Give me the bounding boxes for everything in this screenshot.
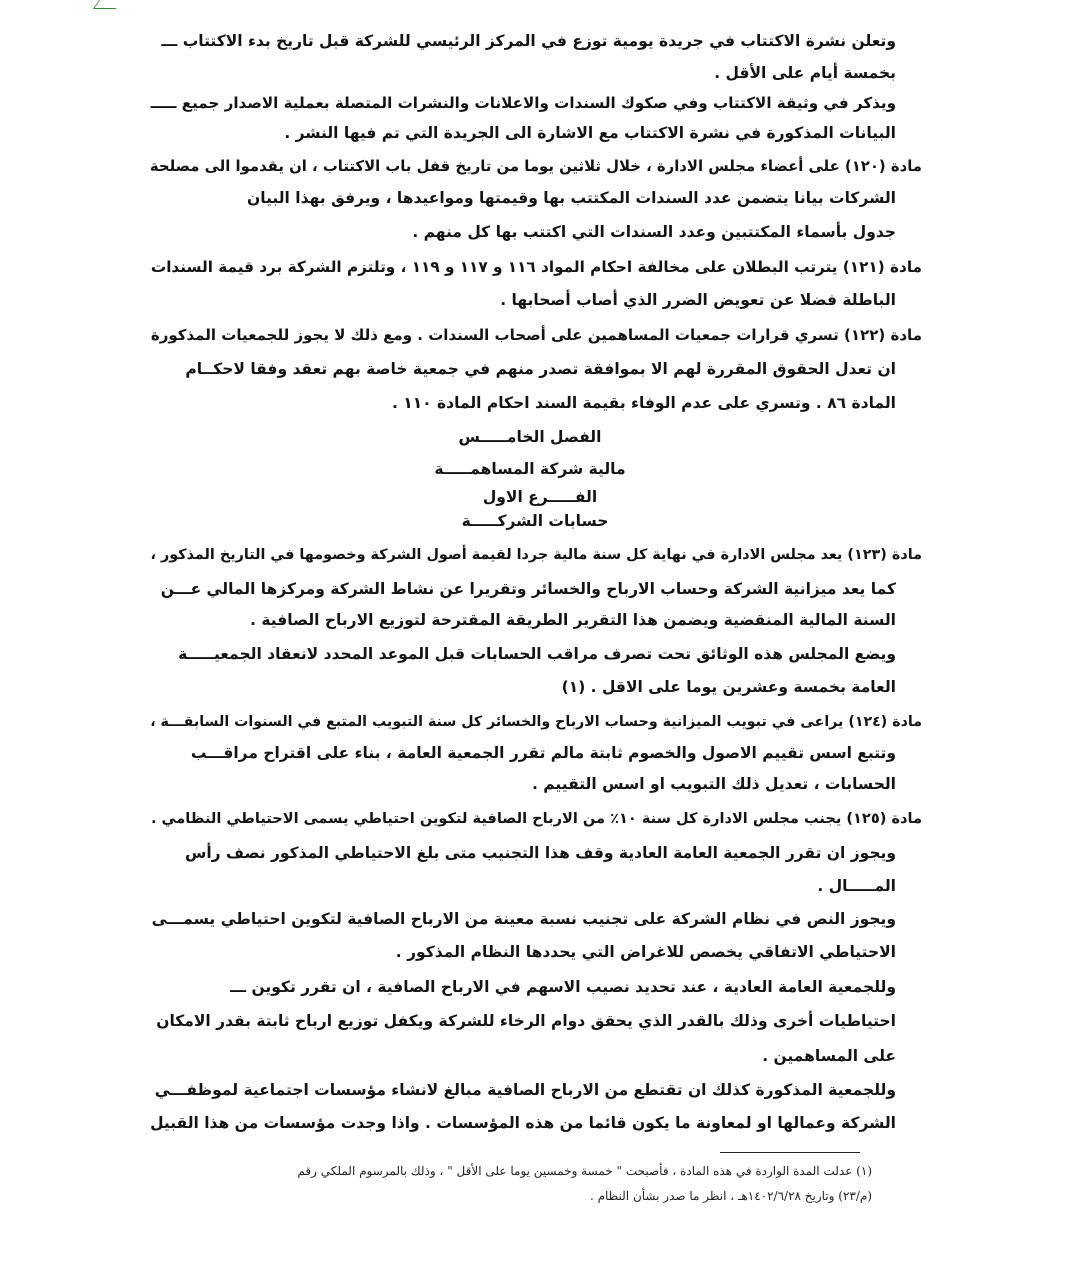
article-122-line: مادة (١٢٢) تسري قرارات جمعيات المساهمين على أصحاب السندات . ومع ذلك لا يجوز للجمعيات المذكورة xyxy=(150,326,922,344)
text-line: احتياطيات أخرى وذلك بالقدر الذي يحقق دوام الرخاء للشركة ويكفل توزيع ارباح ثابتة بقدر الامكان xyxy=(156,1012,896,1030)
text-line: وللجمعية المذكورة كذلك ان تقتطع من الارباح الصافية مبالغ لانشاء مؤسسات اجتماعية لموظفـــي xyxy=(154,1081,896,1099)
article-124-line: مادة (١٢٤) يراعى في تبويب الميزانية وحساب الارباح والخسائر كل سنة التبويب المتبع في السنوات السابقـــة ، xyxy=(150,714,922,730)
text-line: السنة المالية المنقضية ويضمن هذا التقرير الطريقة المقترحة لتوزيع الارباح الصافية . xyxy=(250,611,896,629)
text-line: الاحتياطي الاتفاقي يخصص للاغراض التي يحددها النظام المذكور . xyxy=(395,943,896,961)
text-line: ويجوز النص في نظام الشركة على تجنيب نسبة معينة من الارباح الصافية لتكوين احتياطي يسمـــى xyxy=(151,910,896,928)
chapter-heading: الفصل الخامـــــس xyxy=(458,428,602,446)
text-line: وتعلن نشرة الاكتتاب في جريدة يومية توزع في المركز الرئيسي للشركة قبل تاريخ بدء الاكتتاب ـــ xyxy=(161,32,896,50)
page-bottom-edge xyxy=(160,1256,940,1264)
subsection-heading: الفـــــرع الاول xyxy=(482,488,598,506)
text-line: وللجمعية العامة العادية ، عند تحديد نصيب الاسهم في الارباح الصافية ، ان تقرر تكوين ـــ xyxy=(230,978,896,996)
text-line: الباطلة فضلا عن تعويض الضرر الذي أصاب أصحابها . xyxy=(500,291,896,309)
footnote-rule xyxy=(720,1152,860,1153)
text-line: العامة بخمسة وعشرين يوما على الاقل . (١) xyxy=(561,678,896,696)
article-123-line: مادة (١٢٣) يعد مجلس الادارة في نهاية كل سنة مالية جردا لقيمة أصول الشركة وخصومها في التاريخ المذكور ، xyxy=(150,547,922,563)
footnote-line: (م/٢٣) وتاريخ ١٤٠٢/٦/٢٨هـ ، انظر ما صدر بشأن النظام . xyxy=(589,1189,872,1203)
subsection-title: حسابات الشركـــــة xyxy=(461,512,609,530)
corner-mark xyxy=(93,0,122,9)
text-line: المادة ٨٦ . وتسري على عدم الوفاء بقيمة السند احكام المادة ١١٠ . xyxy=(391,394,896,412)
text-line: جدول بأسماء المكتتبين وعدد السندات التي اكتتب بها كل منهم . xyxy=(412,223,896,241)
article-120-line: مادة (١٢٠) على أعضاء مجلس الادارة ، خلال ثلاثين يوما من تاريخ قفل باب الاكتتاب ، ان يقدموا الى مصلحة xyxy=(149,157,922,175)
article-125-line: مادة (١٢٥) يجنب مجلس الادارة كل سنة ١٠٪ من الارباح الصافية لتكوين احتياطي يسمى الاحتياطي النظامي . xyxy=(150,810,922,827)
text-line: وتتبع اسس تقييم الاصول والخصوم ثابتة مالم تقرر الجمعية العامة ، بناء على اقتراح مراقـــب xyxy=(190,744,896,762)
text-line: ويضع المجلس هذه الوثائق تحت تصرف مراقب الحسابات قبل الموعد المحدد لانعقاد الجمعيـــــة xyxy=(178,645,896,663)
text-line: ويذكر في وثيقة الاكتتاب وفي صكوك السندات والاعلانات والنشرات المتصلة بعملية الاصدار جميع ـــــ xyxy=(150,94,896,112)
text-line: الشركة وعمالها او لمعاونة ما يكون قائما من هذه المؤسسات . واذا وجدت مؤسسات من هذا القبيل xyxy=(150,1114,896,1132)
text-line: ان تعدل الحقوق المقررة لهم الا بموافقة تصدر منهم في جمعية خاصة بهم تعقد وفقا لاحكــام xyxy=(185,360,896,378)
footnote-line: (١) عدلت المدة الواردة في هذه المادة ، فأصبحت " خمسة وخمسين يوما على الأقل " ، وذلك بالمرسوم الملكي رقم xyxy=(297,1164,872,1178)
text-line: بخمسة أيام على الأقل . xyxy=(714,64,896,82)
section-heading: مالية شركة المساهمـــــة xyxy=(434,460,626,478)
text-line: المـــــال . xyxy=(817,877,896,895)
text-line: الحسابات ، تعديل ذلك التبويب او اسس التقييم . xyxy=(531,775,896,793)
article-121-line: مادة (١٢١) يترتب البطلان على مخالفة احكام المواد ١١٦ و ١١٧ و ١١٩ ، وتلتزم الشركة برد قيمة السندات xyxy=(150,258,922,276)
text-line: الشركات بيانا يتضمن عدد السندات المكتتب بها وقيمتها ومواعيدها ، ويرفق بهذا البيان xyxy=(247,189,896,207)
text-line: البيانات المذكورة في نشرة الاكتتاب مع الاشارة الى الجريدة التي تم فيها النشر . xyxy=(284,124,896,142)
text-line: كما يعد ميزانية الشركة وحساب الارباح والخسائر وتقريرا عن نشاط الشركة ومركزها المالي عـــن xyxy=(160,580,896,598)
text-line: على المساهمين . xyxy=(762,1047,896,1065)
text-line: ويجوز ان تقرر الجمعية العامة العادية وقف هذا التجنيب متى بلغ الاحتياطي المذكور نصف رأس xyxy=(184,844,896,862)
